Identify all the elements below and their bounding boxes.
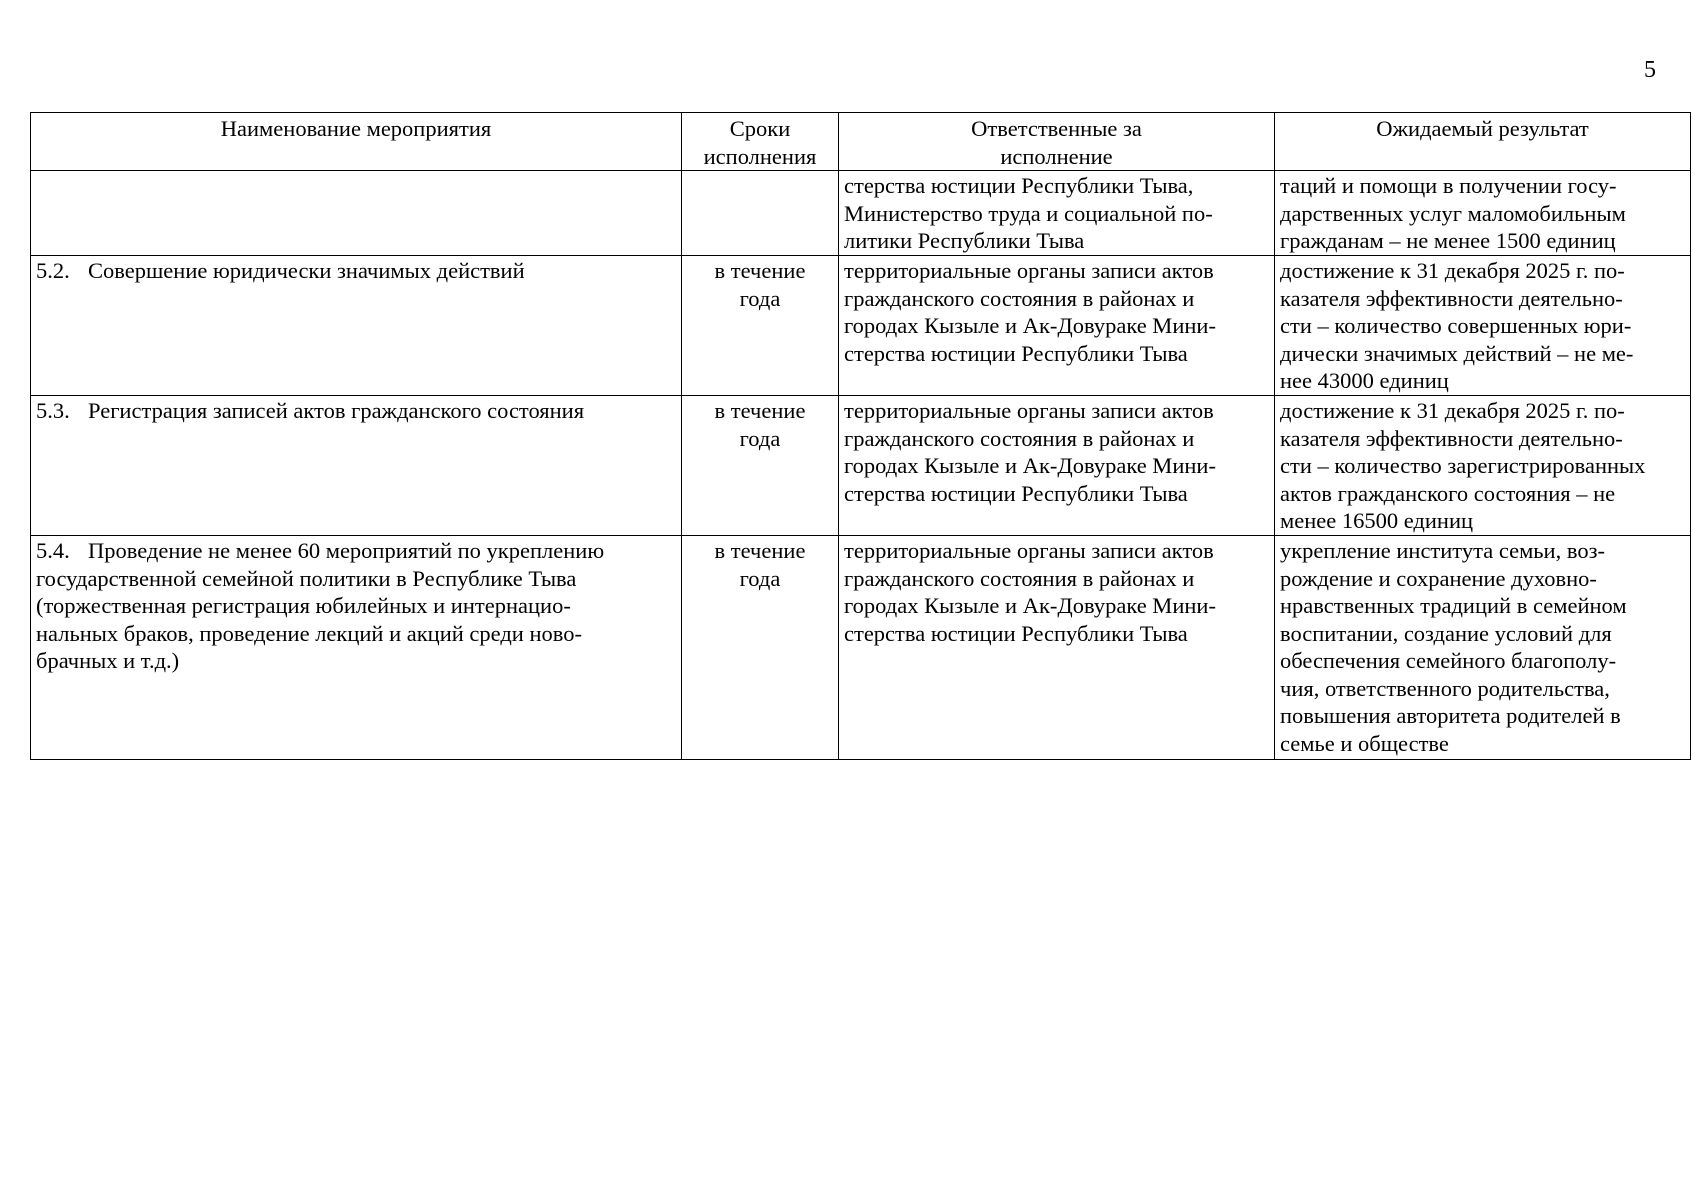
cell-expected-result: достижение к 31 декабря 2025 г. по- казателя эффективности деятельно- сти – количество совершенных юри- дически значимых действий – не ме- нее 43000 единиц xyxy=(1275,256,1691,396)
cell-responsible: территориальные органы записи актов гражданского состояния в районах и городах Кызыле и Ак-Довураке Мини- стерства юстиции Республики Тыва xyxy=(839,396,1275,536)
activity-name-text: Совершение юридически значимых действий xyxy=(88,258,525,283)
page-number: 5 xyxy=(1644,57,1656,83)
header-expected-result: Ожидаемый результат xyxy=(1275,113,1691,171)
cell-deadline: в течение года xyxy=(682,256,839,396)
table-header-row xyxy=(31,113,1691,171)
action-plan-table xyxy=(30,112,1691,760)
cell-expected-result: укрепление института семьи, воз- рождение и сохранение духовно- нравственных традиций в семейном воспитании, создание условий для обеспечения семейного благополу- чия, ответственного родительства, повышения авторитета родителей в семье и обществе xyxy=(1275,536,1691,760)
cell-responsible: стерства юстиции Республики Тыва, Министерство труда и социальной по- литики Республики Тыва xyxy=(839,171,1275,256)
row-number: 5.2. xyxy=(36,258,70,283)
cell-deadline: в течение года xyxy=(682,396,839,536)
cell-activity-name xyxy=(31,256,682,396)
row-number: 5.3. xyxy=(36,398,70,423)
table-row xyxy=(31,256,1691,396)
row-number: 5.4. xyxy=(36,538,70,563)
activity-name-text: Проведение не менее 60 мероприятий по укреплению государственной семейной политики в Республике Тыва (торжественная регистрация юбилейных и интернацио- нальных браков, проведение лекций и акций среди ново- брачных и т.д.) xyxy=(36,538,605,673)
table-row xyxy=(31,536,1691,760)
cell-activity-name xyxy=(31,171,682,256)
cell-deadline: в течение года xyxy=(682,536,839,760)
cell-activity-name xyxy=(31,536,682,760)
header-deadline: Сроки исполнения xyxy=(682,113,839,171)
action-plan-table-wrap xyxy=(30,112,1690,760)
header-responsible: Ответственные за исполнение xyxy=(839,113,1275,171)
cell-expected-result: достижение к 31 декабря 2025 г. по- казателя эффективности деятельно- сти – количество зарегистрированных актов гражданского состояния – не менее 16500 единиц xyxy=(1275,396,1691,536)
cell-responsible: территориальные органы записи актов гражданского состояния в районах и городах Кызыле и Ак-Довураке Мини- стерства юстиции Республики Тыва xyxy=(839,256,1275,396)
cell-activity-name xyxy=(31,396,682,536)
table-row xyxy=(31,171,1691,256)
cell-deadline xyxy=(682,171,839,256)
table-row xyxy=(31,396,1691,536)
header-activity-name: Наименование мероприятия xyxy=(31,113,682,171)
activity-name-text: Регистрация записей актов гражданского состояния xyxy=(88,398,585,423)
cell-expected-result: таций и помощи в получении госу- дарственных услуг маломобильным гражданам – не менее 1500 единиц xyxy=(1275,171,1691,256)
cell-responsible: территориальные органы записи актов гражданского состояния в районах и городах Кызыле и Ак-Довураке Мини- стерства юстиции Республики Тыва xyxy=(839,536,1275,760)
